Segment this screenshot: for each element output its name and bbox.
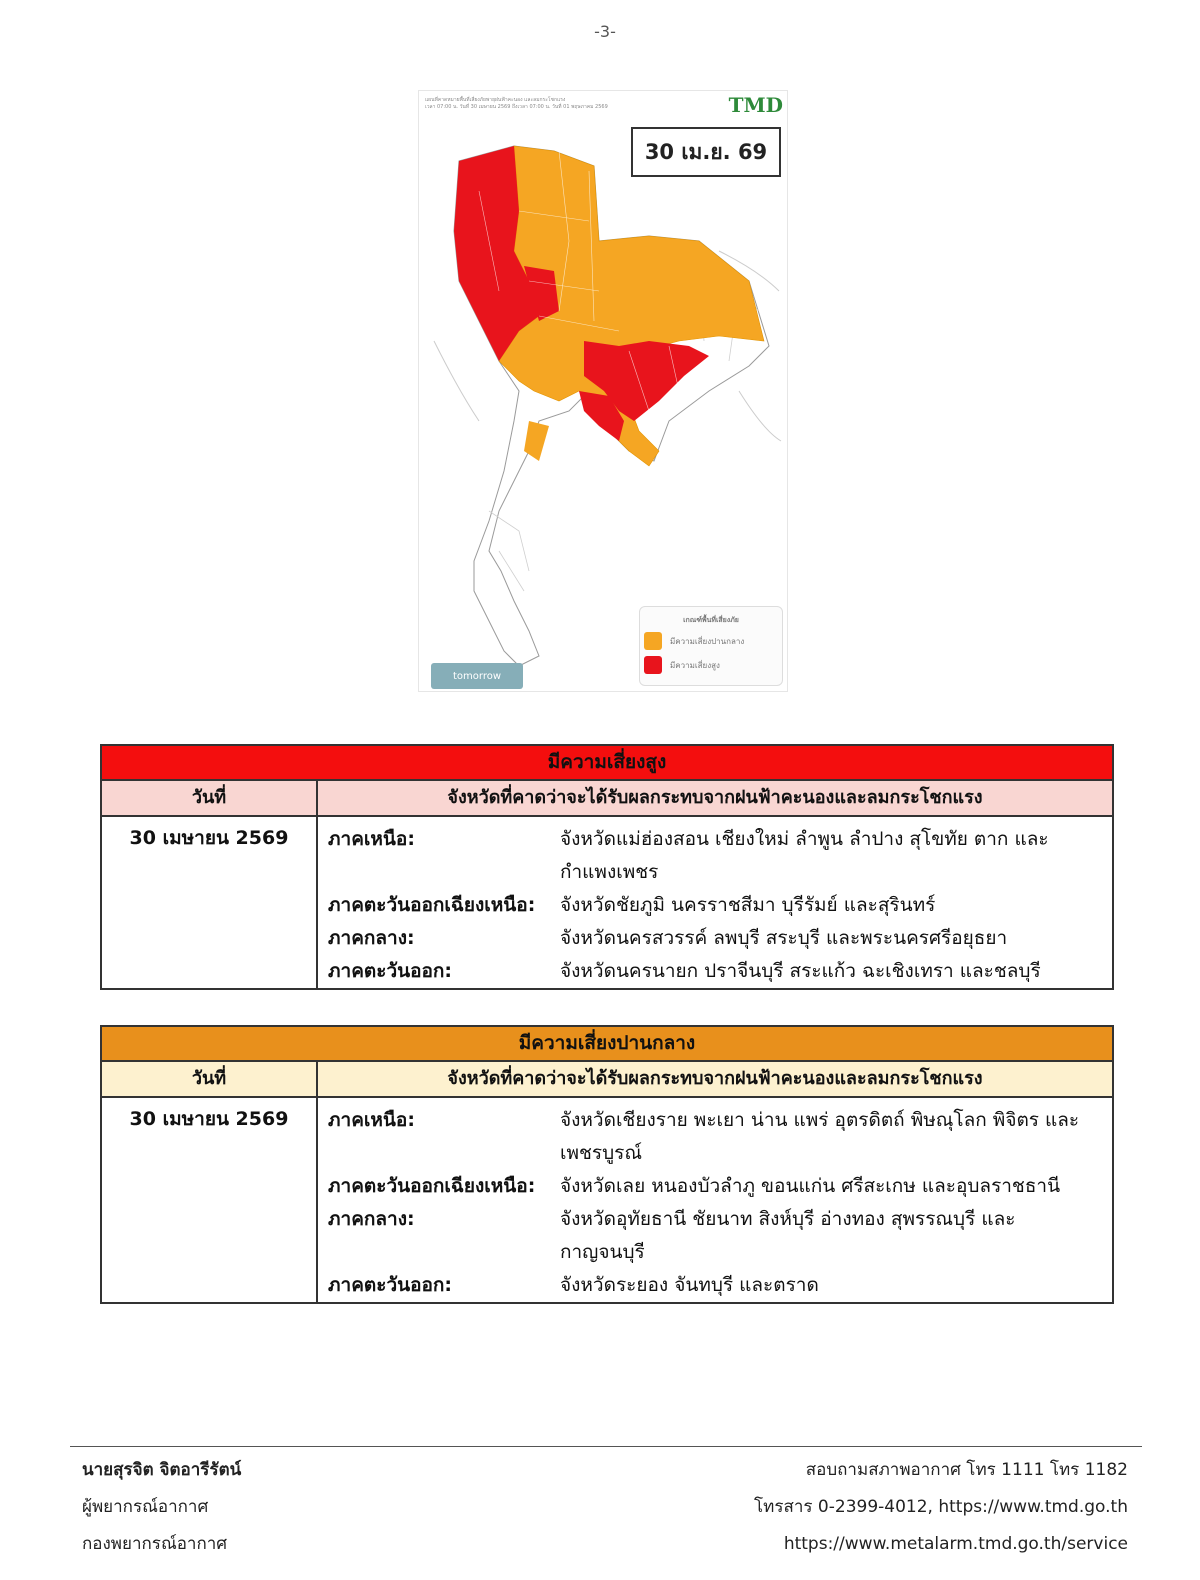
region-row: ภาคตะวันออก: จังหวัดระยอง จันทบุรี และตราด (328, 1274, 819, 1296)
medium-risk-date: 30 เมษายน 2569 (102, 1098, 318, 1302)
high-risk-title: มีความเสี่ยงสูง (102, 746, 1112, 781)
high-risk-regions (318, 817, 1112, 988)
map-header: แผนที่คาดหมายพื้นที่เสี่ยงภัยพายุฝนฟ้าคะนอง และลมกระโชกแรง เวลา 07:00 น. วันที่ 30 เมษายน 2569 ถึงเวลา 07:00 น. วันที่ 01 พฤษภาคม 2569 (425, 97, 608, 110)
high-risk-row (102, 817, 1112, 988)
high-risk-date: 30 เมษายน 2569 (102, 817, 318, 988)
forecaster-position: ผู้พยากรณ์อากาศ (82, 1497, 209, 1517)
legend-title: เกณฑ์พื้นที่เสี่ยงภัย (683, 616, 739, 624)
column-date: วันที่ (102, 1062, 318, 1096)
column-provinces: จังหวัดที่คาดว่าจะได้รับผลกระทบจากฝนฟ้าคะนองและลมกระโชกแรง (447, 1068, 983, 1089)
region-row: ภาคเหนือ: จังหวัดเชียงราย พะเยา น่าน แพร่ อุตรดิตถ์ พิษณุโลก พิจิตร และเพชรบูรณ์ (328, 1109, 1080, 1164)
contact-phone: สอบถามสภาพอากาศ โทร 1111 โทร 1182 (805, 1460, 1128, 1480)
medium-risk-table (100, 1025, 1114, 1304)
forecaster-department: กองพยากรณ์อากาศ (82, 1534, 228, 1554)
legend-swatch-high (644, 656, 662, 674)
column-date: วันที่ (102, 781, 318, 815)
legend-item-medium: มีความเสี่ยงปานกลาง (644, 632, 782, 650)
contact-metalarm-link[interactable]: https://www.metalarm.tmd.go.th/service (783, 1534, 1128, 1554)
medium-risk-regions (318, 1098, 1112, 1302)
region-row: ภาคกลาง: จังหวัดอุทัยธานี ชัยนาท สิงห์บุรี อ่างทอง สุพรรณบุรี และกาญจนบุรี (328, 1208, 1016, 1263)
high-risk-column-header (102, 781, 1112, 817)
map-legend (639, 606, 783, 686)
forecaster-name: นายสุรจิต จิตอารีรัตน์ (82, 1460, 242, 1480)
page-number: -3- (594, 22, 616, 41)
contact-fax-website[interactable]: โทรสาร 0-2399-4012, https://www.tmd.go.th (754, 1497, 1128, 1517)
region-row: ภาคตะวันออก: จังหวัดนครนายก ปราจีนบุรี สระแก้ว ฉะเชิงเทรา และชลบุรี (328, 960, 1041, 982)
medium-risk-row (102, 1098, 1112, 1302)
map-date-label: 30 เม.ย. 69 (631, 127, 781, 177)
thailand-map (419, 91, 787, 691)
tomorrow-badge: tomorrow (431, 663, 523, 689)
region-row: ภาคตะวันออกเฉียงเหนือ: จังหวัดเลย หนองบัวลำภู ขอนแก่น ศรีสะเกษ และอุบลราชธานี (328, 1175, 1061, 1197)
region-row: ภาคกลาง: จังหวัดนครสวรรค์ ลพบุรี สระบุรี และพระนครศรีอยุธยา (328, 927, 1008, 949)
footer-contact (754, 1452, 1128, 1563)
medium-risk-column-header (102, 1062, 1112, 1098)
footer-signature (82, 1452, 241, 1563)
legend-swatch-medium (644, 632, 662, 650)
region-row: ภาคเหนือ: จังหวัดแม่ฮ่องสอน เชียงใหม่ ลำพูน ลำปาง สุโขทัย ตาก และกำแพงเพชร (328, 828, 1049, 883)
tmd-logo: TMD (728, 93, 783, 117)
region-row: ภาคตะวันออกเฉียงเหนือ: จังหวัดชัยภูมิ นครราชสีมา บุรีรัมย์ และสุรินทร์ (328, 894, 936, 916)
high-risk-table (100, 744, 1114, 990)
risk-map-figure (418, 90, 788, 692)
footer-divider (70, 1446, 1142, 1447)
medium-risk-title: มีความเสี่ยงปานกลาง (102, 1027, 1112, 1062)
column-provinces: จังหวัดที่คาดว่าจะได้รับผลกระทบจากฝนฟ้าคะนองและลมกระโชกแรง (447, 787, 983, 808)
legend-item-high: มีความเสี่ยงสูง (644, 656, 782, 674)
